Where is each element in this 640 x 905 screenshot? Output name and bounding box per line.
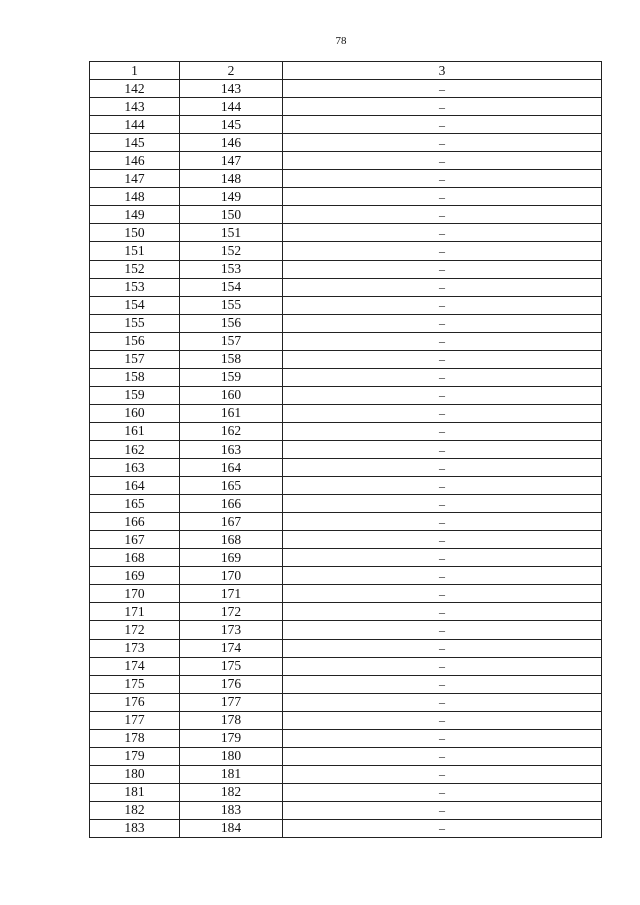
table-row [90, 567, 602, 585]
table-row [90, 386, 602, 404]
table-cell-col-1: 162 [90, 440, 180, 458]
header-row [90, 62, 602, 80]
table-cell-col-3: – [283, 765, 602, 783]
table-cell-col-3: – [283, 188, 602, 206]
table-cell-col-3: – [283, 440, 602, 458]
table-cell-col-1: 174 [90, 657, 180, 675]
table-cell-col-1: 151 [90, 242, 180, 260]
table-cell-col-2: 150 [180, 206, 283, 224]
table-cell-col-1: 171 [90, 603, 180, 621]
table-cell-col-2: 151 [180, 224, 283, 242]
table-cell-col-1: 172 [90, 621, 180, 639]
table-row [90, 260, 602, 278]
table-cell-col-2: 162 [180, 422, 283, 440]
table-cell-col-3: – [283, 675, 602, 693]
table-cell-col-2: 181 [180, 765, 283, 783]
table-cell-col-1: 149 [90, 206, 180, 224]
table-cell-col-2: 175 [180, 657, 283, 675]
table-cell-col-1: 176 [90, 693, 180, 711]
table-cell-col-2: 155 [180, 296, 283, 314]
table-row [90, 495, 602, 513]
table-cell-col-2: 183 [180, 801, 283, 819]
table-cell-col-2: 169 [180, 549, 283, 567]
table-cell-col-1: 148 [90, 188, 180, 206]
table-cell-col-1: 180 [90, 765, 180, 783]
table-cell-col-3: – [283, 495, 602, 513]
table-row [90, 314, 602, 332]
page-number: 78 [335, 35, 347, 47]
table-cell-col-1: 182 [90, 801, 180, 819]
table-cell-col-2: 168 [180, 531, 283, 549]
table-cell-col-3: – [283, 531, 602, 549]
table-cell-col-1: 166 [90, 513, 180, 531]
table-cell-col-3: – [283, 621, 602, 639]
table-cell-col-2: 157 [180, 332, 283, 350]
table-cell-col-2: 176 [180, 675, 283, 693]
table-cell-col-2: 154 [180, 278, 283, 296]
table-row [90, 549, 602, 567]
table-cell-col-2: 180 [180, 747, 283, 765]
table-cell-col-3: – [283, 459, 602, 477]
table-row [90, 296, 602, 314]
table-cell-col-1: 145 [90, 134, 180, 152]
table-cell-col-2: 179 [180, 729, 283, 747]
table-cell-col-2: 153 [180, 260, 283, 278]
table-cell-col-3: – [283, 332, 602, 350]
table-cell-col-1: 156 [90, 332, 180, 350]
table-cell-col-3: – [283, 296, 602, 314]
table-cell-col-2: 182 [180, 783, 283, 801]
table-cell-col-1: 163 [90, 459, 180, 477]
table-row [90, 188, 602, 206]
table-cell-col-2: 144 [180, 98, 283, 116]
table-cell-col-1: 170 [90, 585, 180, 603]
table-row [90, 639, 602, 657]
table-cell-col-1: 181 [90, 783, 180, 801]
table-cell-col-3: – [283, 747, 602, 765]
table-cell-col-2: 147 [180, 152, 283, 170]
table-cell-col-1: 146 [90, 152, 180, 170]
table-cell-col-1: 160 [90, 404, 180, 422]
table-row [90, 404, 602, 422]
table-cell-col-1: 155 [90, 314, 180, 332]
table-cell-col-3: – [283, 350, 602, 368]
table-cell-col-1: 143 [90, 98, 180, 116]
table-cell-col-2: 165 [180, 477, 283, 495]
table-row [90, 134, 602, 152]
table-row [90, 98, 602, 116]
table-cell-col-1: 147 [90, 170, 180, 188]
table-cell-col-3: – [283, 314, 602, 332]
table-cell-col-1: 169 [90, 567, 180, 585]
table-row [90, 729, 602, 747]
table-cell-col-2: 184 [180, 819, 283, 837]
table-cell-col-1: 154 [90, 296, 180, 314]
table-cell-col-2: 172 [180, 603, 283, 621]
table-row [90, 440, 602, 458]
table-cell-col-2: 177 [180, 693, 283, 711]
table-cell-col-3: – [283, 513, 602, 531]
table-row [90, 531, 602, 549]
table-cell-col-3: – [283, 693, 602, 711]
table-cell-col-3: – [283, 783, 602, 801]
table-cell-col-2: 173 [180, 621, 283, 639]
table-cell-col-1: 161 [90, 422, 180, 440]
table-cell-col-1: 178 [90, 729, 180, 747]
table-cell-col-3: – [283, 603, 602, 621]
table-row [90, 585, 602, 603]
table-row [90, 206, 602, 224]
table-cell-col-1: 167 [90, 531, 180, 549]
table-cell-col-3: – [283, 386, 602, 404]
table-cell-col-2: 171 [180, 585, 283, 603]
table-cell-col-2: 159 [180, 368, 283, 386]
table-cell-col-3: – [283, 260, 602, 278]
table-row [90, 621, 602, 639]
table-cell-col-2: 170 [180, 567, 283, 585]
table-row [90, 765, 602, 783]
table-cell-col-3: – [283, 80, 602, 98]
table-cell-col-2: 163 [180, 440, 283, 458]
table-cell-col-1: 183 [90, 819, 180, 837]
table-cell-col-1: 179 [90, 747, 180, 765]
table-cell-col-3: – [283, 729, 602, 747]
table-row [90, 368, 602, 386]
table-row [90, 693, 602, 711]
table-row [90, 783, 602, 801]
table-row [90, 801, 602, 819]
table-cell-col-1: 175 [90, 675, 180, 693]
table-row [90, 242, 602, 260]
table-body [90, 80, 602, 838]
table-cell-col-2: 145 [180, 116, 283, 134]
table-cell-col-3: – [283, 819, 602, 837]
table-row [90, 278, 602, 296]
table-row [90, 332, 602, 350]
table-row [90, 657, 602, 675]
table-cell-col-1: 168 [90, 549, 180, 567]
table-cell-col-3: – [283, 711, 602, 729]
table-cell-col-3: – [283, 242, 602, 260]
table-cell-col-1: 150 [90, 224, 180, 242]
table-cell-col-3: – [283, 585, 602, 603]
column-header-1: 1 [90, 62, 180, 80]
table-row [90, 116, 602, 134]
column-header-2: 2 [180, 62, 283, 80]
table-row [90, 477, 602, 495]
table-cell-col-3: – [283, 224, 602, 242]
table-cell-col-3: – [283, 801, 602, 819]
table-row [90, 711, 602, 729]
table-row [90, 603, 602, 621]
table-cell-col-1: 152 [90, 260, 180, 278]
table-cell-col-1: 159 [90, 386, 180, 404]
table-row [90, 350, 602, 368]
table-cell-col-3: – [283, 422, 602, 440]
table-cell-col-3: – [283, 152, 602, 170]
table-cell-col-3: – [283, 116, 602, 134]
table-cell-col-1: 157 [90, 350, 180, 368]
table-cell-col-3: – [283, 404, 602, 422]
table-cell-col-2: 166 [180, 495, 283, 513]
table-cell-col-1: 153 [90, 278, 180, 296]
table-cell-col-2: 143 [180, 80, 283, 98]
table-cell-col-3: – [283, 134, 602, 152]
table-cell-col-3: – [283, 278, 602, 296]
table-row [90, 513, 602, 531]
table-row [90, 152, 602, 170]
table-cell-col-2: 148 [180, 170, 283, 188]
table-row [90, 422, 602, 440]
table-cell-col-2: 156 [180, 314, 283, 332]
table-cell-col-3: – [283, 170, 602, 188]
table-row [90, 170, 602, 188]
table-cell-col-1: 142 [90, 80, 180, 98]
table-cell-col-3: – [283, 639, 602, 657]
table-row [90, 819, 602, 837]
table-cell-col-2: 158 [180, 350, 283, 368]
table-cell-col-3: – [283, 657, 602, 675]
table-cell-col-3: – [283, 368, 602, 386]
table-cell-col-1: 144 [90, 116, 180, 134]
table-row [90, 459, 602, 477]
table-cell-col-2: 146 [180, 134, 283, 152]
table-cell-col-3: – [283, 567, 602, 585]
table-cell-col-2: 174 [180, 639, 283, 657]
table-cell-col-2: 161 [180, 404, 283, 422]
table-cell-col-1: 165 [90, 495, 180, 513]
table-cell-col-2: 160 [180, 386, 283, 404]
table-cell-col-3: – [283, 98, 602, 116]
table-cell-col-2: 178 [180, 711, 283, 729]
table-cell-col-3: – [283, 549, 602, 567]
table-cell-col-2: 164 [180, 459, 283, 477]
table-cell-col-3: – [283, 206, 602, 224]
table-cell-col-3: – [283, 477, 602, 495]
table-cell-col-1: 164 [90, 477, 180, 495]
table-cell-col-1: 177 [90, 711, 180, 729]
table-row [90, 224, 602, 242]
column-header-3: 3 [283, 62, 602, 80]
table-cell-col-1: 173 [90, 639, 180, 657]
table-cell-col-2: 167 [180, 513, 283, 531]
table-row [90, 747, 602, 765]
table-header [90, 62, 602, 80]
table-row [90, 80, 602, 98]
table-cell-col-1: 158 [90, 368, 180, 386]
table-cell-col-2: 152 [180, 242, 283, 260]
data-table [89, 61, 602, 838]
table-row [90, 675, 602, 693]
table-cell-col-2: 149 [180, 188, 283, 206]
